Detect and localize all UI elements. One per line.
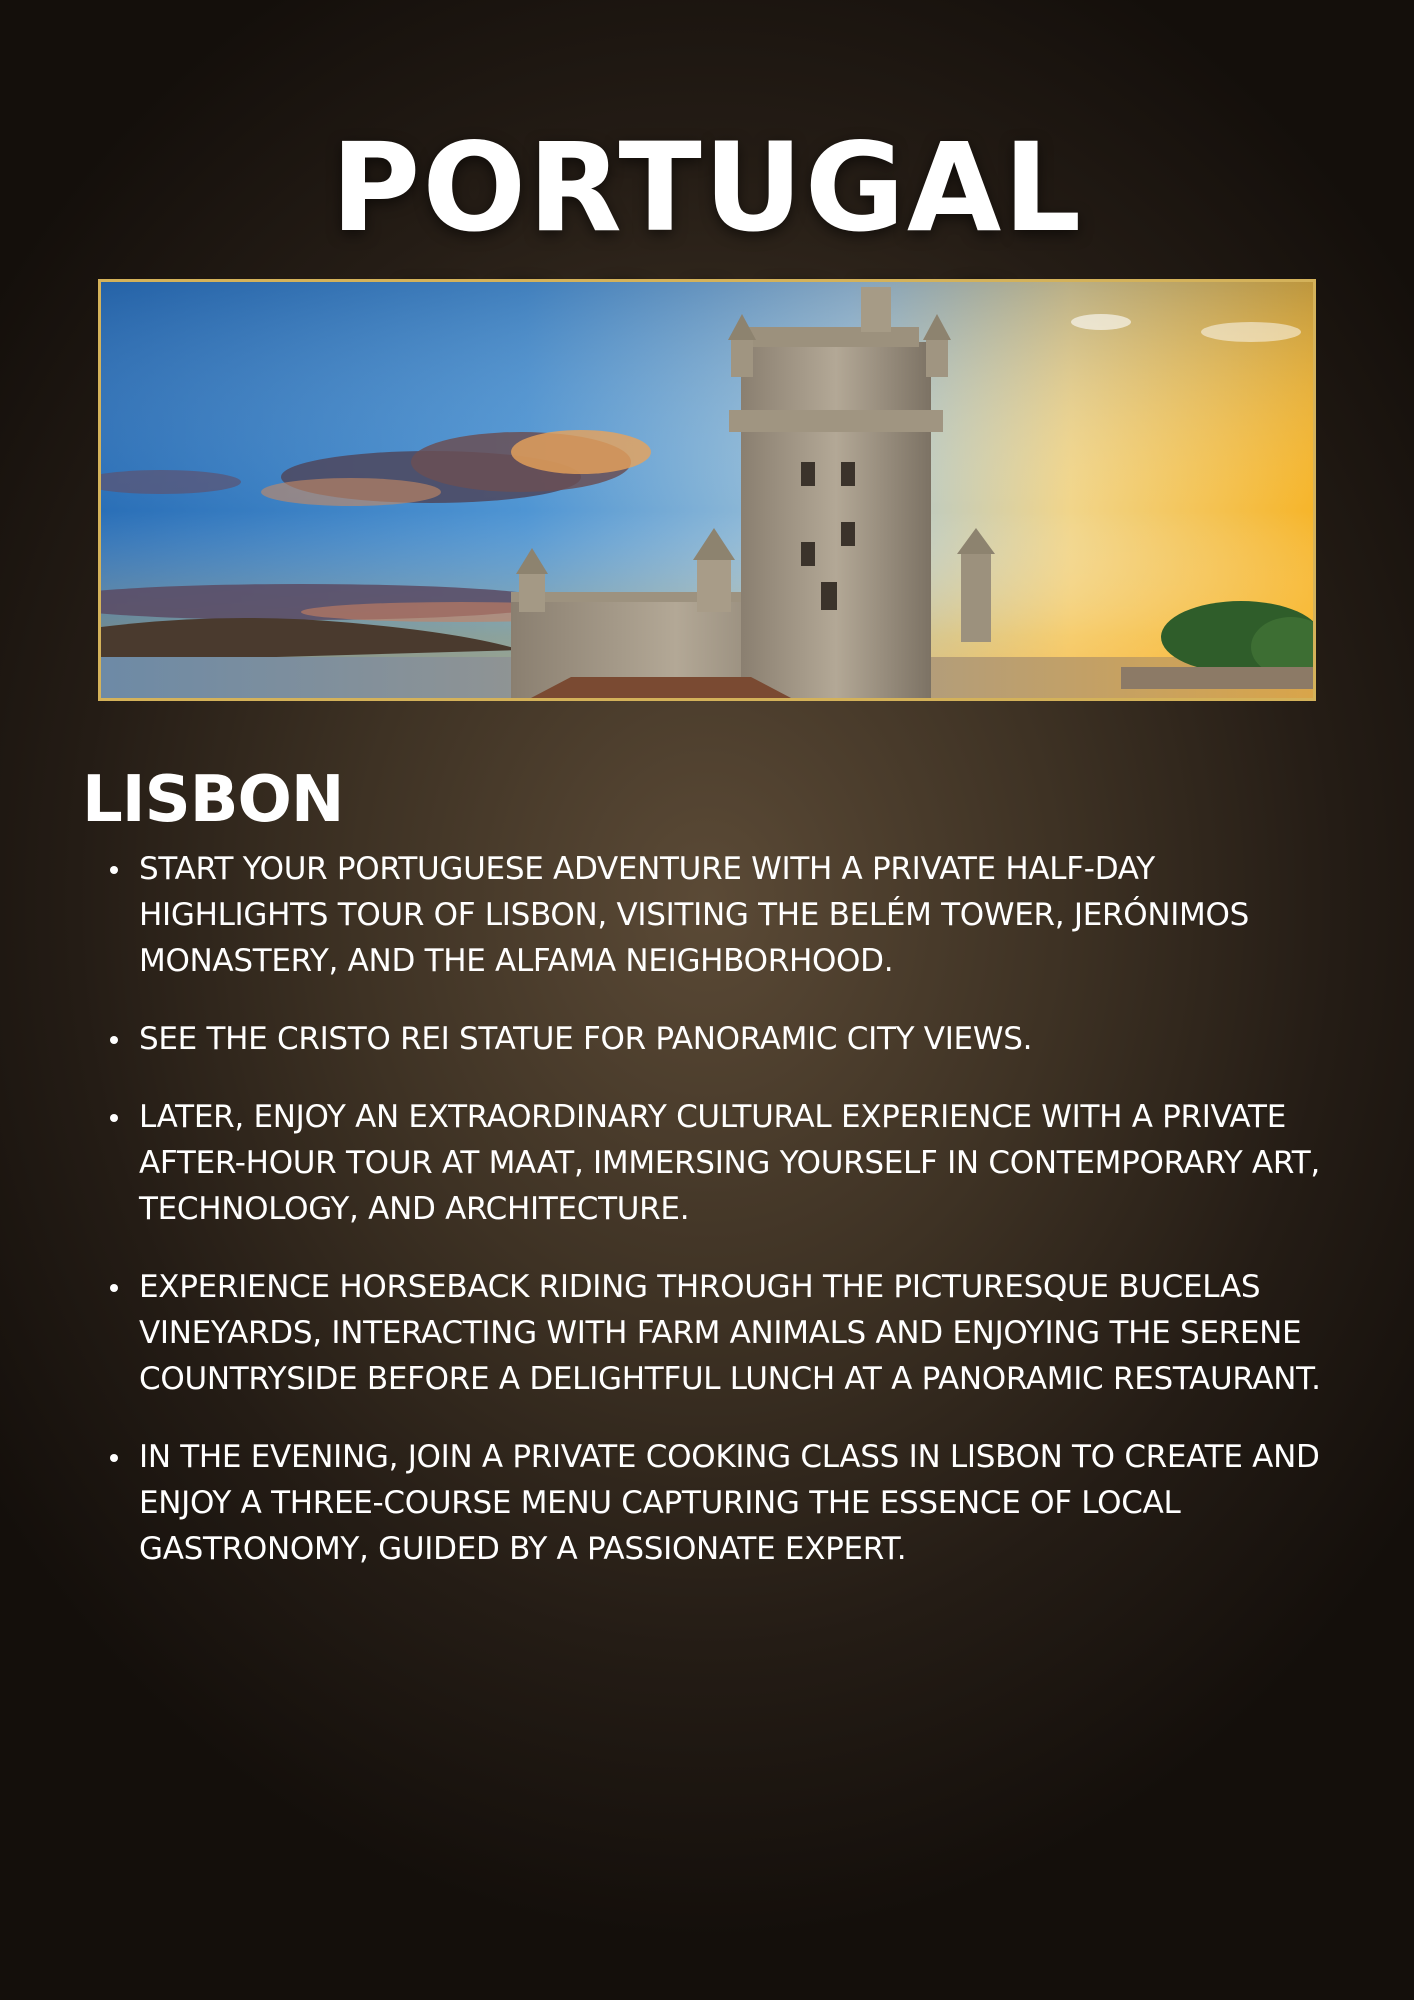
bullet-icon xyxy=(110,1284,118,1292)
bullet-icon xyxy=(110,1036,118,1044)
list-item xyxy=(104,1264,1344,1402)
page-title: PORTUGAL xyxy=(330,117,1084,259)
list-item-text: LATER, ENJOY AN EXTRAORDINARY CULTURAL EXPERIENCE WITH A PRIVATE AFTER-HOUR TOUR AT MAAT, IMMERSING YOURSELF IN CONTEMPORARY ART, TECHNOLOGY, AND ARCHITECTURE. xyxy=(139,1099,1320,1227)
bullet-icon xyxy=(110,866,118,874)
list-item-text: START YOUR PORTUGUESE ADVENTURE WITH A PRIVATE HALF-DAY HIGHLIGHTS TOUR OF LISBON, VISITING THE BELÉM TOWER, JERÓNIMOS MONASTERY, AND THE ALFAMA NEIGHBORHOOD. xyxy=(139,851,1249,979)
list-item xyxy=(104,1434,1344,1572)
bullet-icon xyxy=(110,1114,118,1122)
list-item-text: SEE THE CRISTO REI STATUE FOR PANORAMIC CITY VIEWS. xyxy=(139,1021,1033,1057)
hero-image xyxy=(101,282,1313,698)
list-item xyxy=(104,846,1344,984)
section-heading-lisbon: LISBON xyxy=(82,763,344,837)
hero-image-frame xyxy=(98,279,1316,701)
list-item xyxy=(104,1016,1344,1062)
list-item-text: EXPERIENCE HORSEBACK RIDING THROUGH THE PICTURESQUE BUCELAS VINEYARDS, INTERACTING WITH FARM ANIMALS AND ENJOYING THE SERENE COUNTRYSIDE BEFORE A DELIGHTFUL LUNCH AT A PANORAMIC RESTAURANT. xyxy=(139,1269,1321,1397)
list-item-text: IN THE EVENING, JOIN A PRIVATE COOKING CLASS IN LISBON TO CREATE AND ENJOY A THREE-COURSE MENU CAPTURING THE ESSENCE OF LOCAL GASTRONOMY, GUIDED BY A PASSIONATE EXPERT. xyxy=(139,1439,1320,1567)
itinerary-list xyxy=(104,846,1344,1604)
bullet-icon xyxy=(110,1454,118,1462)
list-item xyxy=(104,1094,1344,1232)
